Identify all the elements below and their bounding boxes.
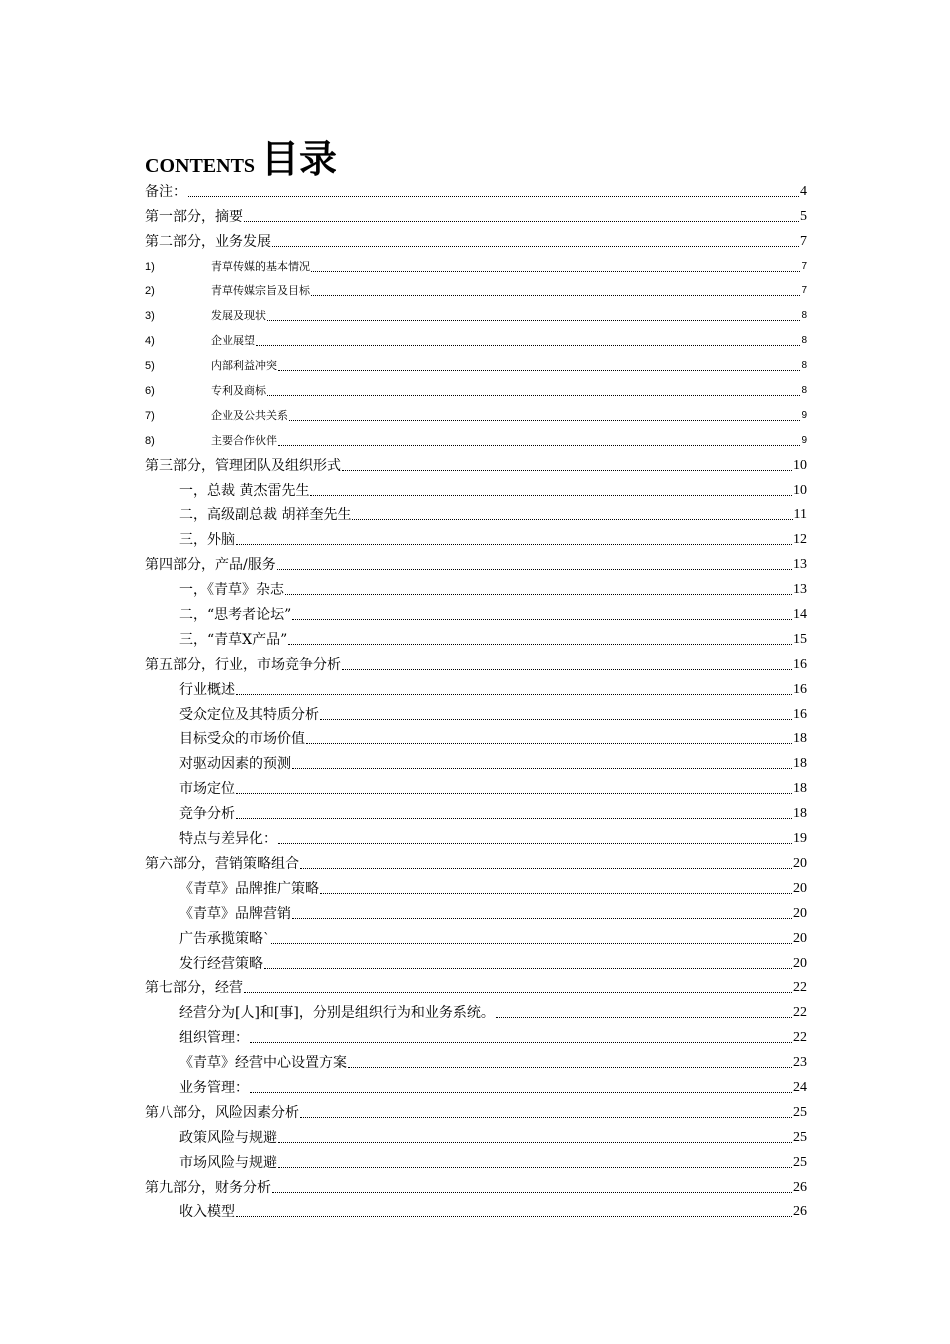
toc-entry-title: 市场风险与规避 <box>179 1154 277 1171</box>
dot-leader <box>285 594 792 595</box>
toc-entry-title: 青草传媒宗旨及目标 <box>211 284 310 298</box>
toc-entry-page-number: 25 <box>793 1104 807 1120</box>
dot-leader <box>236 694 792 695</box>
toc-entry[interactable] <box>145 1047 807 1072</box>
dot-leader <box>278 370 800 371</box>
dot-leader <box>188 196 799 197</box>
toc-entry-title: 专利及商标 <box>211 384 266 398</box>
dot-leader <box>236 544 792 545</box>
toc-entry[interactable] <box>145 201 807 226</box>
toc-entry-title: 受众定位及其特质分析 <box>179 706 319 723</box>
toc-entry-page-number: 24 <box>793 1079 807 1095</box>
toc-entry-page-number: 10 <box>793 457 807 473</box>
toc-entry-title: 主要合作伙伴 <box>211 433 277 447</box>
toc-entry-title: 收入模型 <box>179 1204 235 1221</box>
toc-entry[interactable] <box>145 251 807 276</box>
toc-entry-page-number: 13 <box>793 582 807 598</box>
toc-entry[interactable] <box>145 773 807 798</box>
toc-entry-page-number: 9 <box>801 434 807 446</box>
toc-entry-title: 一，总裁 黄杰雷先生 <box>179 482 310 499</box>
toc-entry-title: 第一部分，摘要 <box>145 208 243 225</box>
dot-leader <box>267 320 800 321</box>
dot-leader <box>352 519 792 520</box>
toc-entry-title: 第八部分，风险因素分析 <box>145 1104 299 1121</box>
toc-heading-chinese: 目录 <box>261 137 338 181</box>
toc-entry-page-number: 19 <box>793 831 807 847</box>
toc-entry-page-number: 22 <box>793 1005 807 1021</box>
toc-entry-title: 发展及现状 <box>211 309 266 323</box>
dot-leader <box>264 968 792 969</box>
dot-leader <box>311 271 800 272</box>
dot-leader <box>300 1117 792 1118</box>
dot-leader <box>320 893 792 894</box>
toc-entry-label <box>179 531 235 549</box>
toc-entry[interactable] <box>145 699 807 724</box>
toc-entry-title: 业务管理： <box>179 1079 249 1096</box>
dot-leader <box>342 470 792 471</box>
toc-heading-english: CONTENTS <box>145 155 256 177</box>
toc-entry-title: 《青草》品牌营销 <box>179 905 291 922</box>
toc-entry[interactable] <box>145 798 807 823</box>
toc-entry-page-number: 8 <box>801 360 807 372</box>
toc-entry[interactable] <box>145 1172 807 1197</box>
toc-entry-label <box>179 830 277 848</box>
toc-entry-page-number: 18 <box>793 731 807 747</box>
toc-entry[interactable] <box>145 325 807 350</box>
toc-entry-label <box>179 1129 277 1147</box>
dot-leader <box>311 295 800 296</box>
toc-entry[interactable] <box>145 475 807 500</box>
toc-entry-page-number: 18 <box>793 781 807 797</box>
dot-leader <box>292 918 792 919</box>
toc-entry[interactable] <box>145 500 807 525</box>
toc-entry-label <box>145 457 341 475</box>
toc-entry-page-number: 25 <box>793 1129 807 1145</box>
toc-entry-page-number: 9 <box>801 409 807 421</box>
toc-entry-label <box>145 382 266 400</box>
toc-entry[interactable] <box>145 1147 807 1172</box>
toc-entry-page-number: 7 <box>801 285 807 297</box>
toc-entry-page-number: 16 <box>793 656 807 672</box>
toc-entry[interactable] <box>145 1022 807 1047</box>
toc-entry-page-number: 16 <box>793 706 807 722</box>
toc-entry-title: 第三部分，管理团队及组织形式 <box>145 457 341 474</box>
toc-entry[interactable] <box>145 226 807 251</box>
toc-entry-page-number: 26 <box>793 1204 807 1220</box>
toc-entry-label <box>179 1079 249 1097</box>
dot-leader <box>236 818 792 819</box>
toc-entry-title: 政策风险与规避 <box>179 1129 277 1146</box>
toc-entry-title: 三，“青草X产品” <box>179 631 288 648</box>
toc-entry-title: 内部利益冲突 <box>211 359 277 373</box>
toc-entry-label <box>179 506 351 524</box>
toc-entry-page-number: 8 <box>801 310 807 322</box>
toc-entry-number: 3) <box>145 310 155 323</box>
dot-leader <box>272 246 799 247</box>
toc-entry[interactable] <box>145 599 807 624</box>
toc-entry-label <box>145 855 299 873</box>
dot-leader <box>278 1142 792 1143</box>
toc-entry-label <box>145 1179 271 1197</box>
toc-entry-number: 1) <box>145 260 155 273</box>
dot-leader <box>278 1167 792 1168</box>
toc-entry-page-number: 10 <box>793 482 807 498</box>
toc-entry-page-number: 18 <box>793 756 807 772</box>
toc-entry[interactable] <box>145 1072 807 1097</box>
dot-leader <box>271 943 792 944</box>
toc-entry[interactable] <box>145 724 807 749</box>
toc-entry-page-number: 11 <box>793 507 807 523</box>
toc-entry-page-number: 25 <box>793 1154 807 1170</box>
toc-entry-page-number: 14 <box>793 607 807 623</box>
toc-entry-number: 7) <box>145 409 155 422</box>
toc-entry-number: 6) <box>145 385 155 398</box>
dot-leader <box>236 793 792 794</box>
toc-entry[interactable] <box>145 948 807 973</box>
toc-entry[interactable] <box>145 450 807 475</box>
toc-entry[interactable] <box>145 1197 807 1222</box>
dot-leader <box>250 1092 792 1093</box>
dot-leader <box>236 1216 792 1217</box>
toc-entry-label <box>145 282 310 300</box>
toc-entry-label <box>179 1029 249 1047</box>
toc-entry-label <box>179 955 263 973</box>
toc-entry[interactable] <box>145 848 807 873</box>
toc-entry-label <box>179 1154 277 1172</box>
toc-entry-page-number: 7 <box>800 233 807 249</box>
toc-entry-page-number: 20 <box>793 905 807 921</box>
toc-entry[interactable] <box>145 276 807 301</box>
toc-entry[interactable] <box>145 898 807 923</box>
toc-entry[interactable] <box>145 375 807 400</box>
toc-entry-title: 目标受众的市场价值 <box>179 731 305 748</box>
toc-entry-label <box>179 482 309 500</box>
toc-entry-label <box>145 357 277 375</box>
toc-entry-title: 行业概述 <box>179 681 235 698</box>
dot-leader <box>300 868 792 869</box>
toc-entry-page-number: 26 <box>793 1179 807 1195</box>
toc-entry-label <box>179 1004 495 1022</box>
toc-entry-page-number: 5 <box>800 208 807 224</box>
toc-entry[interactable] <box>145 300 807 325</box>
dot-leader <box>256 345 800 346</box>
toc-entry-page-number: 8 <box>801 335 807 347</box>
toc-entry-label <box>145 208 243 226</box>
toc-entry-label <box>179 1203 235 1221</box>
toc-entry-label <box>145 233 271 251</box>
toc-entry-title: 第四部分，产品/服务 <box>145 557 276 574</box>
dot-leader <box>306 743 792 744</box>
toc-entry-title: 组织管理： <box>179 1030 249 1047</box>
toc-entry-title: 第七部分，经营 <box>145 980 243 997</box>
toc-entry-title: 青草传媒的基本情况 <box>211 259 310 273</box>
toc-entry[interactable] <box>145 176 807 201</box>
dot-leader <box>288 644 792 645</box>
toc-entry-page-number: 8 <box>801 385 807 397</box>
toc-entry[interactable] <box>145 997 807 1022</box>
table-of-contents <box>145 176 807 1221</box>
toc-entry-title: 《青草》经营中心设置方案 <box>179 1055 347 1072</box>
dot-leader <box>267 395 800 396</box>
toc-entry-label <box>179 730 305 748</box>
toc-entry-page-number: 7 <box>801 260 807 272</box>
toc-entry-title: 发行经营策略 <box>179 955 263 972</box>
toc-entry-label <box>145 332 255 350</box>
dot-leader <box>277 569 792 570</box>
toc-entry[interactable] <box>145 549 807 574</box>
dot-leader <box>244 992 792 993</box>
toc-entry-label <box>179 681 235 699</box>
toc-entry[interactable] <box>145 823 807 848</box>
toc-entry[interactable] <box>145 923 807 948</box>
toc-entry[interactable] <box>145 748 807 773</box>
dot-leader <box>292 619 792 620</box>
toc-entry-number: 8) <box>145 434 155 447</box>
toc-entry-label <box>145 1104 299 1122</box>
toc-entry[interactable] <box>145 425 807 450</box>
toc-entry[interactable] <box>145 350 807 375</box>
dot-leader <box>348 1067 792 1068</box>
toc-entry-label <box>179 880 319 898</box>
toc-entry-label <box>179 606 291 624</box>
toc-entry-title: 企业展望 <box>211 334 255 348</box>
toc-entry-title: 市场定位 <box>179 781 235 798</box>
toc-entry[interactable] <box>145 624 807 649</box>
toc-entry-label <box>145 656 341 674</box>
toc-entry[interactable] <box>145 574 807 599</box>
toc-entry-page-number: 12 <box>793 532 807 548</box>
toc-entry-label <box>179 581 284 599</box>
toc-entry-title: 经营分为[人]和[事]，分别是组织行为和业务系统。 <box>179 1005 495 1022</box>
toc-entry-label <box>179 805 235 823</box>
toc-entry-label <box>179 631 287 649</box>
toc-entry[interactable] <box>145 873 807 898</box>
toc-entry-title: 特点与差异化： <box>179 831 277 848</box>
toc-entry[interactable] <box>145 1122 807 1147</box>
toc-entry-label <box>179 755 291 773</box>
toc-entry-number: 2) <box>145 285 155 298</box>
toc-heading <box>145 128 338 181</box>
dot-leader <box>310 495 792 496</box>
toc-entry-title: 第五部分，行业，市场竞争分析 <box>145 656 341 673</box>
toc-entry-label <box>145 183 187 201</box>
dot-leader <box>278 843 792 844</box>
toc-entry[interactable] <box>145 973 807 998</box>
toc-entry-title: 对驱动因素的预测 <box>179 756 291 773</box>
dot-leader <box>320 719 792 720</box>
dot-leader <box>272 1192 792 1193</box>
dot-leader <box>342 669 792 670</box>
dot-leader <box>278 445 800 446</box>
toc-entry-title: 备注： <box>145 183 187 200</box>
dot-leader <box>250 1042 792 1043</box>
toc-entry-title: 二，高级副总裁 胡祥奎先生 <box>179 507 352 524</box>
toc-entry-page-number: 20 <box>793 955 807 971</box>
toc-entry-title: 《青草》品牌推广策略 <box>179 880 319 897</box>
toc-entry-label <box>179 706 319 724</box>
toc-entry-title: 第六部分，营销策略组合 <box>145 855 299 872</box>
toc-entry-page-number: 23 <box>793 1055 807 1071</box>
toc-entry-label <box>145 556 276 574</box>
toc-entry-title: 三，外脑 <box>179 532 235 549</box>
toc-entry-title: 第九部分，财务分析 <box>145 1179 271 1196</box>
toc-entry-number: 4) <box>145 335 155 348</box>
toc-entry-title: 竞争分析 <box>179 806 235 823</box>
toc-entry-label <box>145 407 288 425</box>
toc-entry-page-number: 15 <box>793 631 807 647</box>
toc-entry-label <box>179 780 235 798</box>
dot-leader <box>496 1017 792 1018</box>
toc-entry-number: 5) <box>145 360 155 373</box>
toc-entry[interactable] <box>145 524 807 549</box>
toc-entry-label <box>145 258 310 276</box>
toc-entry-page-number: 13 <box>793 557 807 573</box>
toc-entry-label <box>145 432 277 450</box>
toc-entry[interactable] <box>145 400 807 425</box>
toc-entry-page-number: 22 <box>793 980 807 996</box>
toc-entry-label <box>179 905 291 923</box>
toc-entry-title: 二，“思考者论坛” <box>179 607 292 624</box>
toc-entry-page-number: 20 <box>793 930 807 946</box>
toc-entry[interactable] <box>145 649 807 674</box>
dot-leader <box>292 768 792 769</box>
toc-entry-page-number: 20 <box>793 855 807 871</box>
toc-entry-page-number: 22 <box>793 1030 807 1046</box>
dot-leader <box>289 420 800 421</box>
toc-entry[interactable] <box>145 1097 807 1122</box>
toc-entry-page-number: 18 <box>793 806 807 822</box>
toc-entry-label <box>179 930 270 948</box>
toc-entry-title: 广告承揽策略` <box>179 930 270 947</box>
toc-entry-page-number: 16 <box>793 681 807 697</box>
toc-entry-page-number: 4 <box>800 183 807 199</box>
dot-leader <box>244 221 799 222</box>
toc-entry-title: 第二部分，业务发展 <box>145 233 271 250</box>
toc-entry[interactable] <box>145 674 807 699</box>
toc-entry-label <box>145 307 266 325</box>
toc-entry-title: 企业及公共关系 <box>211 408 288 422</box>
toc-entry-title: 一，《青草》杂志 <box>179 582 284 599</box>
toc-entry-page-number: 20 <box>793 880 807 896</box>
toc-entry-label <box>145 979 243 997</box>
toc-entry-label <box>179 1054 347 1072</box>
